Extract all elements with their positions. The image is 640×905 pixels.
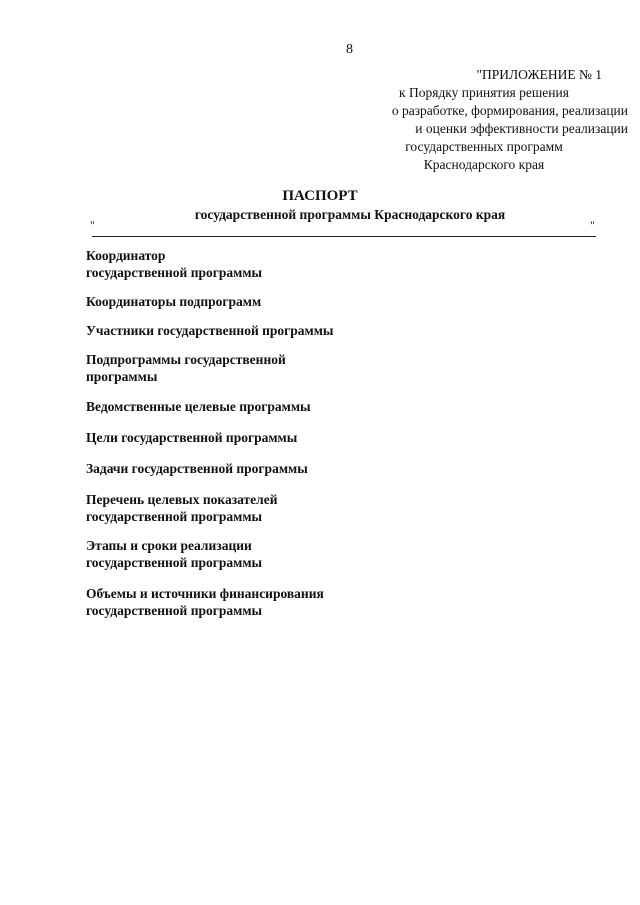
passport-title: ПАСПОРТ: [282, 188, 358, 204]
passport-subtitle: государственной программы Краснодарского края: [194, 207, 506, 222]
appendix-line: к Порядку принятия решения: [399, 85, 569, 100]
item-label: Перечень целевых показателей: [86, 492, 278, 507]
appendix-header: [300, 66, 628, 174]
item-label: Цели государственной программы: [86, 430, 298, 445]
item-target-indicators: [86, 491, 406, 525]
appendix-line: государственных программ: [405, 139, 563, 154]
item-label: Объемы и источники финансирования: [86, 586, 324, 601]
appendix-line: и оценки эффективности реализации: [415, 121, 628, 136]
appendix-title: "ПРИЛОЖЕНИЕ № 1: [476, 67, 602, 82]
item-label: Участники государственной программы: [86, 323, 334, 338]
closing-quote: ": [590, 218, 595, 232]
appendix-line: Краснодарского края: [423, 157, 545, 172]
item-coordinator: [86, 247, 406, 281]
item-label: Задачи государственной программы: [86, 461, 308, 476]
item-label: Ведомственные целевые программы: [86, 399, 311, 414]
divider-line: [92, 236, 596, 237]
item-label: государственной программы: [86, 509, 263, 524]
item-subprogram-coordinators: [86, 293, 406, 310]
item-label: Координаторы подпрограмм: [86, 294, 262, 309]
item-label: Этапы и сроки реализации: [86, 538, 252, 553]
item-label: Подпрограммы государственной: [86, 352, 286, 367]
item-label: Координатор: [86, 248, 166, 263]
item-label: государственной программы: [86, 555, 263, 570]
page-number: 8: [346, 42, 353, 57]
item-subprograms: [86, 351, 406, 385]
item-label: государственной программы: [86, 265, 263, 280]
item-stages-and-timing: [86, 537, 406, 571]
appendix-line: о разработке, формирования, реализации: [391, 103, 628, 118]
item-label: программы: [86, 369, 158, 384]
item-tasks: [86, 460, 406, 477]
item-departmental-programs: [86, 398, 406, 415]
item-label: государственной программы: [86, 603, 263, 618]
item-funding: [86, 585, 406, 619]
item-participants: [86, 322, 406, 339]
item-goals: [86, 429, 406, 446]
opening-quote: ": [90, 218, 95, 232]
